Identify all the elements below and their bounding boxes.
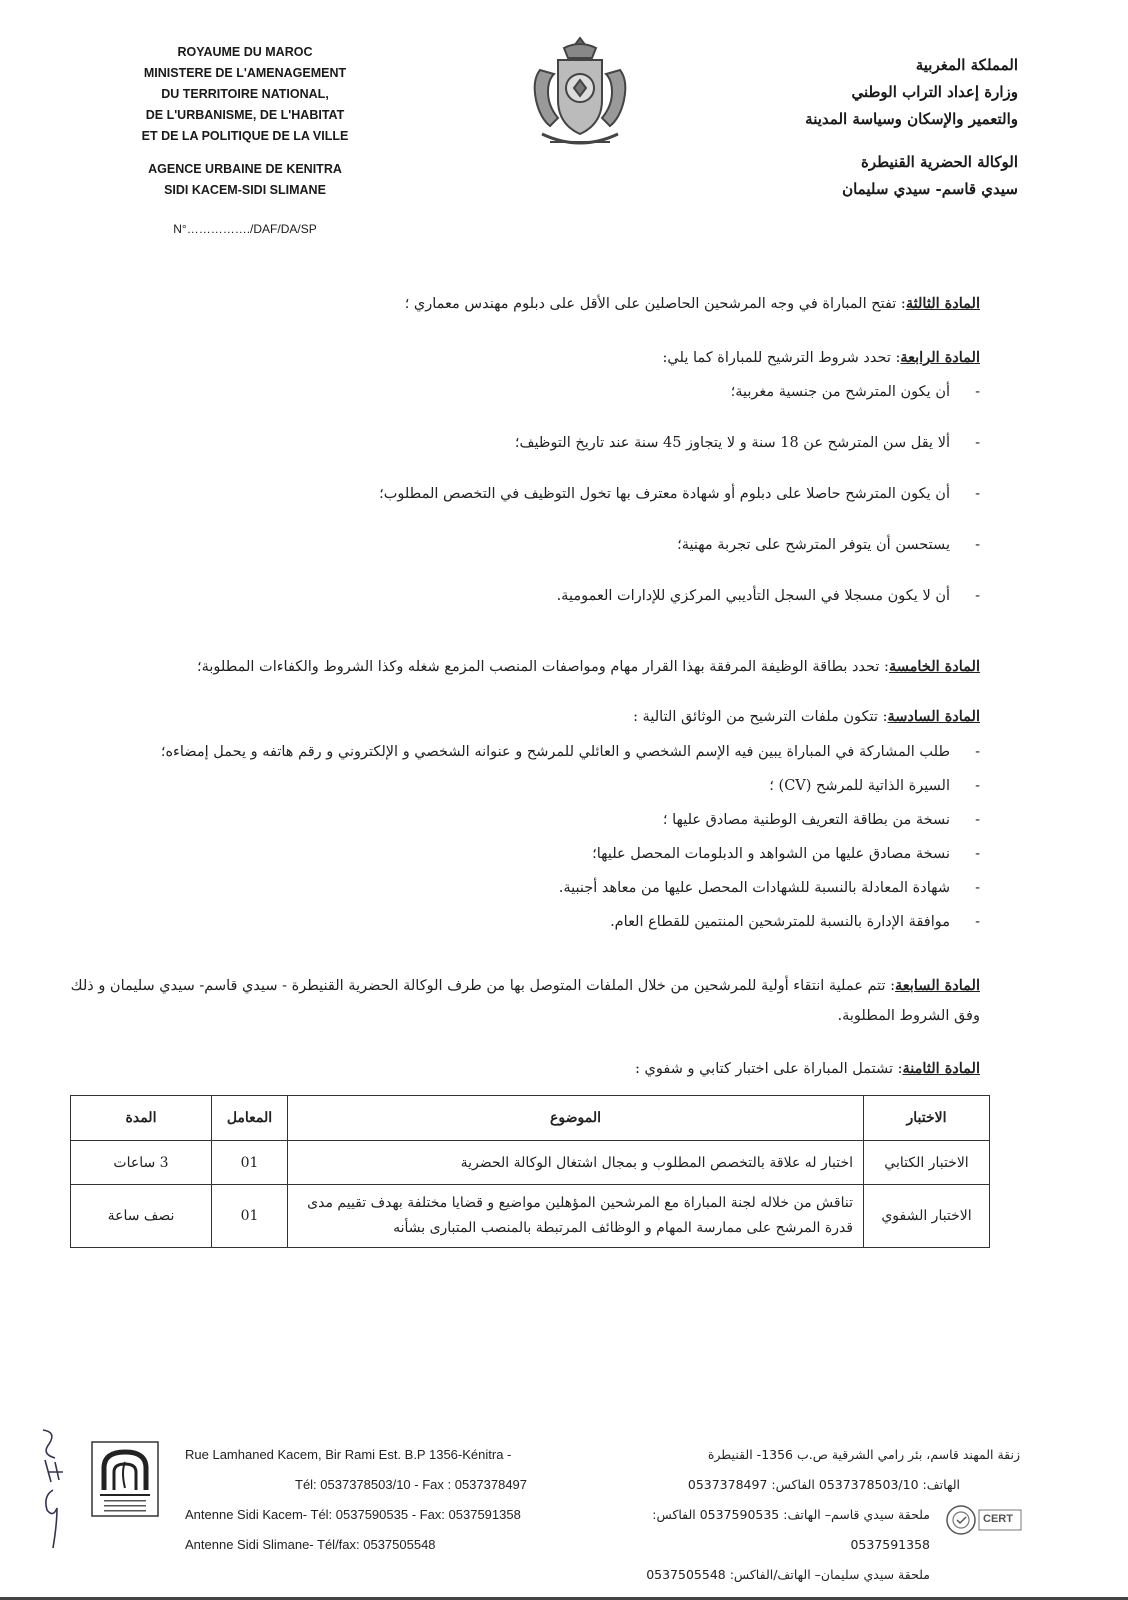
list-item: - نسخة من بطاقة التعريف الوطنية مصادق عليها ؛ (70, 807, 980, 833)
cell-test: الاختبار الشفوي (864, 1185, 990, 1248)
footer-line: الهاتف: 0537378503/10 الفاكس: 0537378497 (687, 1477, 960, 1492)
list-item: - طلب المشاركة في المباراة يبين فيه الإسم الشخصي و العائلي للمرشح و عنوانه الشخصي و الإلكتروني و رقم هاتفه و يحمل إمضاءه؛ (70, 739, 980, 765)
header-line: ROYAUME DU MAROC (177, 45, 313, 59)
header-line: والتعمير والإسكان وسياسة المدينة (805, 110, 1018, 128)
header-french (100, 42, 390, 240)
cell-duration: نصف ساعة (71, 1185, 212, 1248)
candidacy-conditions-list (70, 379, 980, 609)
exam-table (70, 1095, 990, 1248)
cell-coef: 01 (212, 1141, 288, 1185)
article-3 (70, 290, 980, 318)
header-line: DE L'URBANISME, DE L'HABITAT (145, 108, 345, 122)
article-7 (70, 971, 980, 1031)
article-text: : تشتمل المباراة على اختبار كتابي و شفوي : (635, 1061, 903, 1077)
header-line: المملكة المغربية (915, 56, 1018, 74)
article-title: المادة الثامنة (902, 1060, 980, 1077)
cell-subject: اختبار له علاقة بالتخصص المطلوب و بمجال اشتغال الوكالة الحضرية (288, 1141, 864, 1185)
cell-test: الاختبار الكتابي (864, 1141, 990, 1185)
list-item: - السيرة الذاتية للمرشح (CV) ؛ (70, 773, 980, 799)
header-arabic (728, 52, 1018, 203)
reference-number: N°……………./DAF/DA/SP (173, 222, 317, 236)
coat-of-arms-emblem (520, 30, 640, 160)
article-text: : تتم عملية انتقاء أولية للمرشحين من خلال الملفات المتوصل بها من طرف الوكالة الحضرية القنيطرة - سيدي قاسم- سيدي سليمان و ذلك وفق الشروط المطلوبة. (70, 978, 980, 1024)
table-row (71, 1141, 990, 1185)
header-line: DU TERRITOIRE NATIONAL, (161, 87, 329, 101)
header-duration: المدة (71, 1096, 212, 1141)
article-text: : تحدد بطاقة الوظيفة المرفقة بهذا القرار مهام ومواصفات المنصب المزمع شغله وكذا الشروط والكفاءات المطلوبة؛ (197, 659, 889, 675)
list-item: - أن يكون المترشح حاصلا على دبلوم أو شهادة معترف بها تخول التوظيف في التخصص المطلوب؛ (70, 481, 980, 507)
list-item: - موافقة الإدارة بالنسبة للمترشحين المنتمين للقطاع العام. (70, 909, 980, 935)
cell-coef: 01 (212, 1185, 288, 1248)
article-4 (70, 344, 980, 372)
footer-line: ملحقة سيدي سليمان– الهاتف/الفاكس: 0537505548 (646, 1567, 930, 1582)
footer-address-fr (185, 1440, 527, 1560)
article-title: المادة الرابعة (900, 349, 980, 366)
list-item: - نسخة مصادق عليها من الشواهد و الدبلومات المحصل عليها؛ (70, 841, 980, 867)
header-line: وزارة إعداد التراب الوطني (851, 83, 1018, 101)
header-line: MINISTERE DE L'AMENAGEMENT (143, 66, 347, 80)
article-title: المادة السابعة (895, 977, 980, 994)
cell-duration: 3 ساعات (71, 1141, 212, 1185)
footer-line: زنقة المهند قاسم، بئر رامي الشرقية ص.ب 1356- القنيطرة (707, 1447, 1020, 1462)
article-5 (70, 653, 980, 681)
footer (0, 1390, 1128, 1582)
cell-subject: تناقش من خلاله لجنة المباراة مع المرشحين المؤهلين مواضيع و قضايا مختلفة بهدف تقييم مدى قدرة المرشح على ممارسة المهام و الوظائف المرتبطة بالمنصب المتبارى بشأنه (288, 1185, 864, 1248)
cert-label: CERT (983, 1513, 1013, 1525)
list-item: - أن يكون المترشح من جنسية مغربية؛ (70, 379, 980, 405)
article-title: المادة الخامسة (888, 658, 980, 675)
document-body (70, 290, 980, 1248)
article-text: : تحدد شروط الترشيح للمباراة كما يلي: (662, 350, 901, 366)
header-coef: المعامل (212, 1096, 288, 1141)
table-header-row (71, 1096, 990, 1141)
handwritten-initials (25, 1420, 95, 1560)
header-subject: الموضوع (288, 1096, 864, 1141)
agency-line: SIDI KACEM-SIDI SLIMANE (164, 183, 326, 197)
footer-line: Rue Lamhaned Kacem, Bir Rami Est. B.P 1356-Kénitra - (185, 1447, 512, 1462)
list-item: - يستحسن أن يتوفر المترشح على تجربة مهنية؛ (70, 532, 980, 558)
article-6 (70, 703, 980, 731)
header-test: الاختبار (864, 1096, 990, 1141)
agency-line: AGENCE URBAINE DE KENITRA (148, 162, 342, 176)
article-title: المادة السادسة (887, 708, 980, 725)
article-title: المادة الثالثة (905, 295, 980, 312)
header-line: ET DE LA POLITIQUE DE LA VILLE (141, 129, 349, 143)
footer-line: Antenne Sidi Kacem- Tél: 0537590535 - Fax: 0537591358 (185, 1507, 521, 1522)
article-text: : تتكون ملفات الترشيح من الوثائق التالية : (633, 709, 888, 725)
agency-logo (90, 1440, 160, 1518)
table-row (71, 1185, 990, 1248)
list-item: - شهادة المعادلة بالنسبة للشهادات المحصل عليها من معاهد أجنبية. (70, 875, 980, 901)
agency-name-ar (728, 149, 1018, 203)
agency-name-fr (100, 159, 390, 201)
footer-line: ملحقة سيدي قاسم– الهاتف: 0537590535 الفاكس: 0537591358 (652, 1507, 930, 1552)
list-item: - ألا يقل سن المترشح عن 18 سنة و لا يتجاوز 45 سنة عند تاريخ التوظيف؛ (70, 430, 980, 456)
footer-line: Tél: 0537378503/10 - Fax : 0537378497 (295, 1477, 528, 1492)
application-documents-list (70, 739, 980, 935)
agency-line: الوكالة الحضرية القنيطرة (861, 153, 1018, 171)
agency-line: سيدي قاسم- سيدي سليمان (842, 180, 1018, 198)
article-8 (70, 1055, 980, 1083)
list-item: - أن لا يكون مسجلا في السجل التأديبي المركزي للإدارات العمومية. (70, 583, 980, 609)
certification-badge (945, 1502, 1025, 1538)
footer-line: Antenne Sidi Slimane- Tél/fax: 0537505548 (185, 1537, 436, 1552)
article-text: : تفتح المباراة في وجه المرشحين الحاصلين على الأقل على دبلوم مهندس معماري ؛ (404, 296, 906, 312)
